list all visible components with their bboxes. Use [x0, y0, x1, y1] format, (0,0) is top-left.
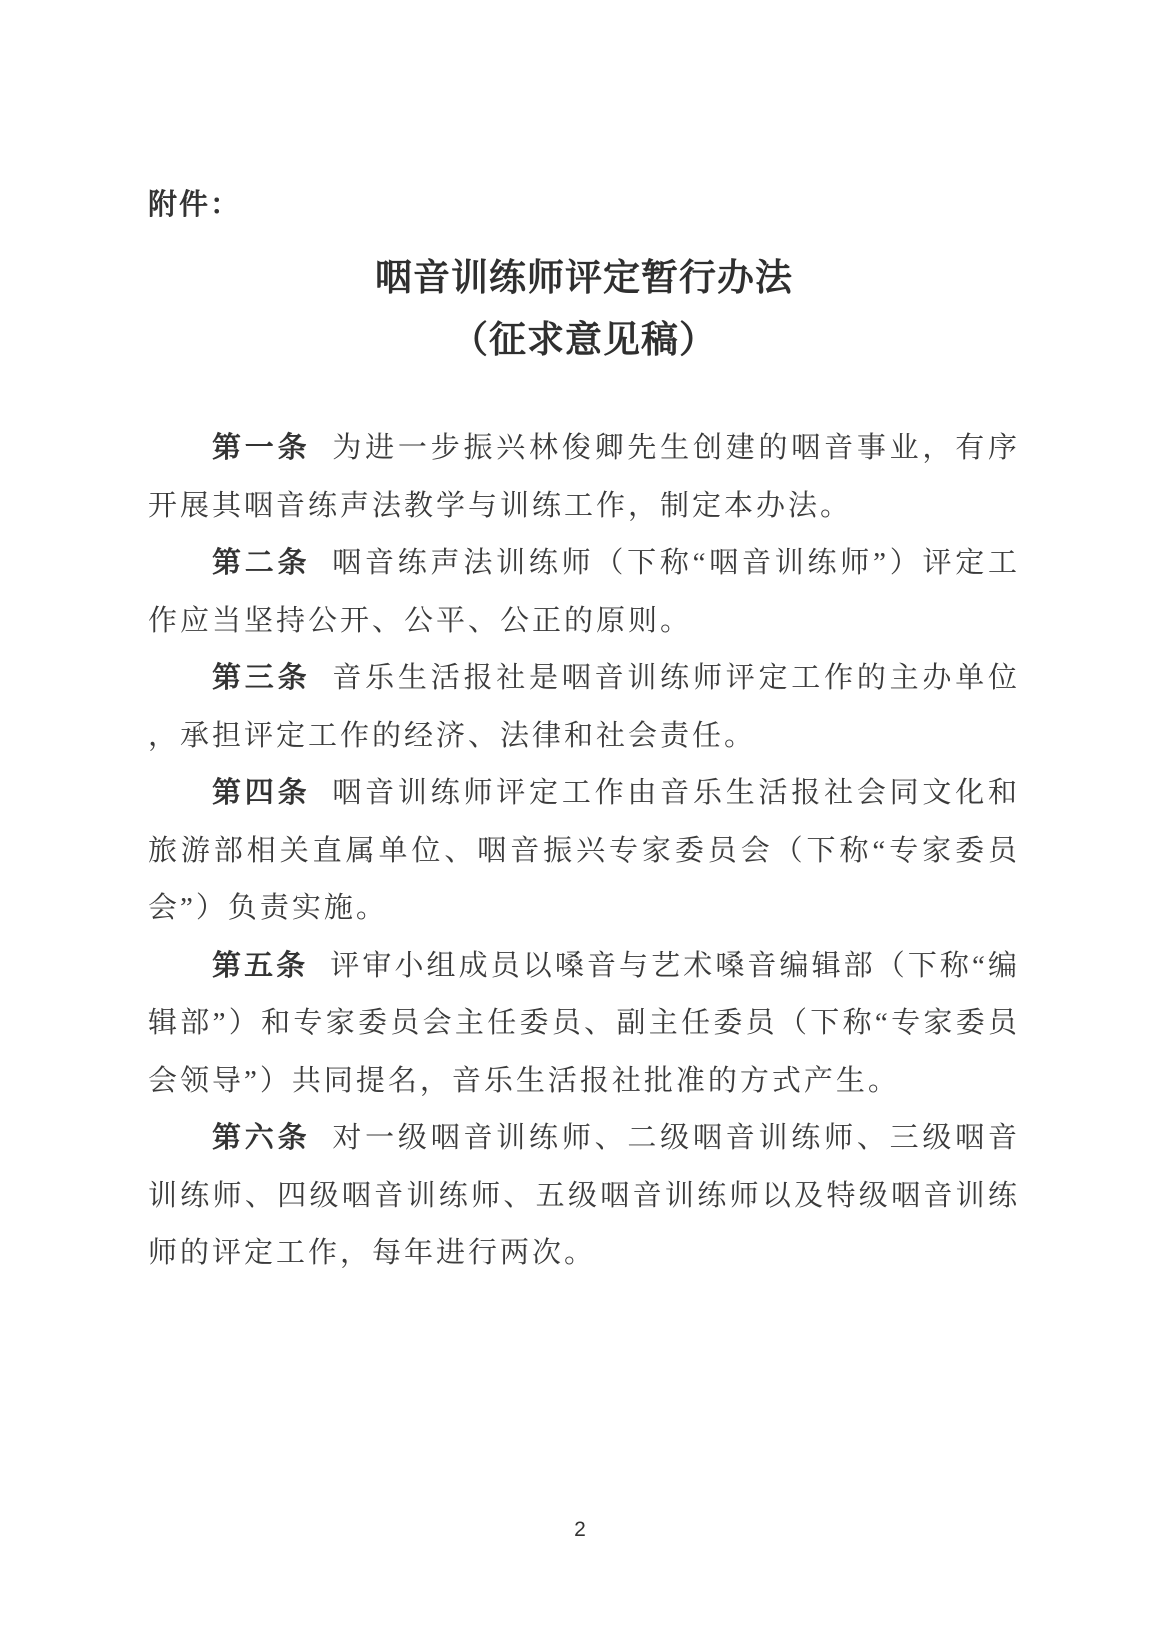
- article-text: 音乐生活报社是咽音训练师评定工作的主办单位，承担评定工作的经济、法律和社会责任。: [148, 662, 1020, 752]
- article-label: 第五条: [212, 949, 309, 982]
- article-text: 评审小组成员以嗓音与艺术嗓音编辑部（下称“编辑部”）和专家委员会主任委员、副主任委员（下称“专家委员会领导”）共同提名，音乐生活报社批准的方式产生。: [148, 949, 1020, 1097]
- article-paragraph: [148, 650, 1020, 765]
- article-paragraph: [148, 535, 1020, 650]
- article-label: 第三条: [212, 662, 311, 694]
- article-label: 第一条: [212, 432, 311, 464]
- article-paragraph: [148, 420, 1020, 535]
- article-paragraph: [148, 765, 1020, 938]
- page-number: 2: [574, 1518, 586, 1541]
- article-label: 第六条: [212, 1122, 311, 1154]
- document-content: [148, 185, 1020, 1283]
- attachment-label: 附件：: [148, 189, 242, 221]
- document-title: 咽音训练师评定暂行办法: [375, 258, 793, 299]
- article-label: 第二条: [212, 547, 311, 579]
- document-subtitle: （征求意见稿）: [451, 320, 717, 361]
- article-paragraph: [148, 938, 1020, 1111]
- article-text: 对一级咽音训练师、二级咽音训练师、三级咽音训练师、四级咽音训练师、五级咽音训练师以及特级咽音训练师的评定工作，每年进行两次。: [148, 1122, 1020, 1269]
- article-text: 咽音练声法训练师（下称“咽音训练师”）评定工作应当坚持公开、公平、公正的原则。: [148, 547, 1020, 637]
- article-label: 第四条: [212, 777, 311, 809]
- articles-section: [148, 420, 1020, 1283]
- article-text: 咽音训练师评定工作由音乐生活报社会同文化和旅游部相关直属单位、咽音振兴专家委员会（下称“专家委员会”）负责实施。: [148, 777, 1020, 924]
- article-text: 为进一步振兴林俊卿先生创建的咽音事业，有序开展其咽音练声法教学与训练工作，制定本办法。: [148, 432, 1020, 522]
- article-paragraph: [148, 1110, 1020, 1283]
